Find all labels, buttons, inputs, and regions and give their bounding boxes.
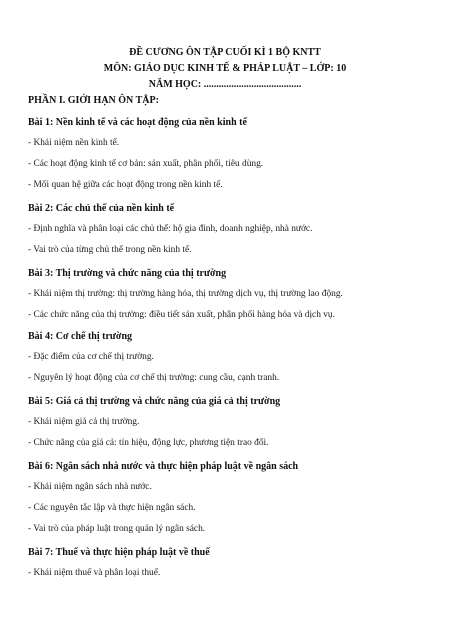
subject-line: MÔN: GIÁO DỤC KINH TẾ & PHÁP LUẬT – LỚP: 10 [103,63,347,74]
list-item: - Vai trò của pháp luật trong quản lý ngân sách. [28,524,206,534]
lesson-title: Bài 4: Cơ chế thị trường [28,331,133,342]
list-item: - Đặc điểm của cơ chế thị trường. [28,352,154,362]
section-heading: PHẦN I. GIỚI HẠN ÔN TẬP: [28,95,159,106]
list-item: - Khái niệm thị trường: thị trường hàng hóa, thị trường dịch vụ, thị trường lao động. [28,289,343,299]
list-item: - Khái niệm nền kinh tế. [28,138,120,148]
lesson-title: Bài 3: Thị trường và chức năng của thị trường [28,268,227,279]
document-title: ĐỀ CƯƠNG ÔN TẬP CUỐI KÌ 1 BỘ KNTT [129,47,321,58]
lesson-title: Bài 7: Thuế và thực hiện pháp luật về thuế [28,547,210,558]
lesson-title: Bài 1: Nền kinh tế và các hoạt động của nền kinh tế [28,117,247,128]
school-year-line: NĂM HỌC: ....................................... [148,79,302,90]
list-item: - Mối quan hệ giữa các hoạt động trong nền kinh tế. [28,180,223,190]
list-item: - Định nghĩa và phân loại các chủ thể: hộ gia đình, doanh nghiệp, nhà nước. [28,224,313,234]
list-item: - Các nguyên tắc lập và thực hiện ngân sách. [28,503,196,513]
lesson-title: Bài 2: Các chủ thể của nền kinh tế [28,203,175,214]
lesson-title: Bài 5: Giá cả thị trường và chức năng của giá cả thị trường [28,396,281,407]
list-item: - Khái niệm ngân sách nhà nước. [28,482,152,492]
list-item: - Chức năng của giá cả: tín hiệu, động lực, phương tiện trao đổi. [28,438,269,448]
lesson-title: Bài 6: Ngân sách nhà nước và thực hiện pháp luật về ngân sách [28,461,299,472]
list-item: - Nguyên lý hoạt động của cơ chế thị trường: cung cầu, cạnh tranh. [28,373,280,383]
list-item: - Các hoạt động kinh tế cơ bản: sản xuất, phân phối, tiêu dùng. [28,159,264,169]
list-item: - Vai trò của từng chủ thể trong nền kinh tế. [28,245,192,255]
list-item: - Khái niệm giá cả thị trường. [28,417,140,427]
list-item: - Khái niệm thuế và phân loại thuế. [28,568,161,578]
list-item: - Các chức năng của thị trường: điều tiết sản xuất, phân phối hàng hóa và dịch vụ. [28,310,335,320]
